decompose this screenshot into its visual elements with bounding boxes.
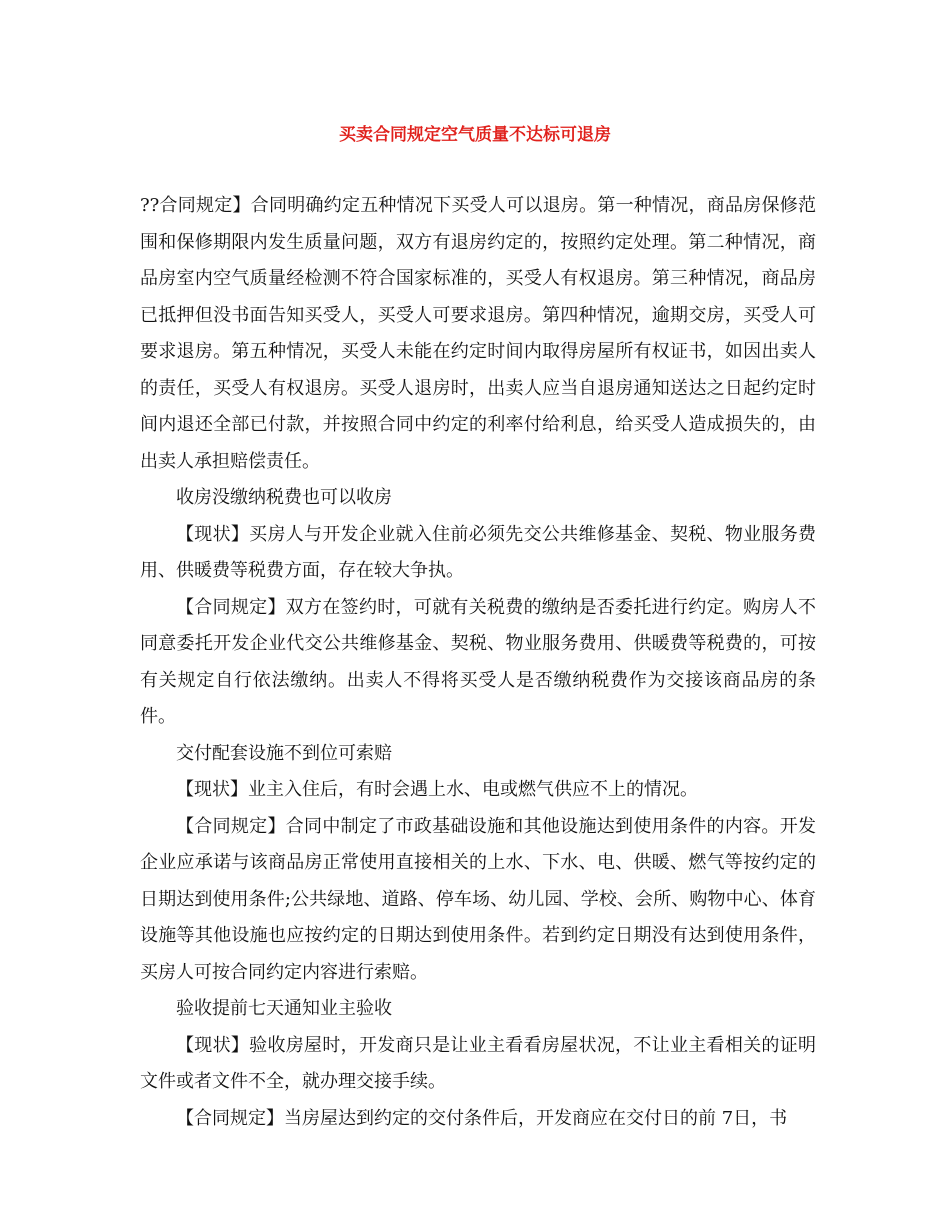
paragraph-refund-conditions: ??合同规定】合同明确约定五种情况下买受人可以退房。第一种情况，商品房保修范围和保修期限内发生质量问题，双方有退房约定的，按照约定处理。第二种情况，商品房室内空气质量经检测不符合国家标准的，买受人有权退房。第三种情况，商品房已抵押但没书面告知买受人，买受人可要求退房。第四种情况，逾期交房，买受人可要求退房。第五种情况，买受人未能在约定时间内取得房屋所有权证书，如因出卖人的责任，买受人有权退房。买受人退房时，出卖人应当自退房通知送达之日起约定时间内退还全部已付款，并按照合同中约定的利率付给利息，给买受人造成损失的，由出卖人承担赔偿责任。 [140, 195, 816, 472]
paragraph-taxes-contract: 【合同规定】双方在签约时，可就有关税费的缴纳是否委托进行约定。购房人不同意委托开发企业代交公共维修基金、契税、物业服务费用、供暖费等税费的，可按有关规定自行依法缴纳。出卖人不得将买受人是否缴纳税费作为交接该商品房的条件。 [140, 596, 816, 727]
document-body [140, 188, 816, 1137]
document-title: 买卖合同规定空气质量不达标可退房 [339, 125, 611, 145]
paragraph-inspection-contract: 【合同规定】当房屋达到约定的交付条件后，开发商应在交付日的前 7日，书 [176, 1107, 788, 1129]
paragraph-inspection-status: 【现状】验收房屋时，开发商只是让业主看看房屋状况，不让业主看相关的证明文件或者文件不全，就办理交接手续。 [140, 1034, 816, 1092]
section-heading-inspection: 验收提前七天通知业主验收 [176, 998, 392, 1019]
section-heading-taxes: 收房没缴纳税费也可以收房 [176, 487, 392, 508]
paragraph-facilities-status: 【现状】业主入住后，有时会遇上水、电或燃气供应不上的情况。 [176, 779, 698, 800]
paragraph-taxes-status: 【现状】买房人与开发企业就入住前必须先交公共维修基金、契税、物业服务费用、供暖费等税费方面，存在较大争执。 [140, 523, 816, 581]
paragraph-facilities-contract: 【合同规定】合同中制定了市政基础设施和其他设施达到使用条件的内容。开发企业应承诺与该商品房正常使用直接相关的上水、下水、电、供暖、燃气等按约定的日期达到使用条件;公共绿地、道路、停车场、幼儿园、学校、会所、购物中心、体育设施等其他设施也应按约定的日期达到使用条件。若到约定日期没有达到使用条件，买房人可按合同约定内容进行索赔。 [140, 815, 816, 983]
section-heading-facilities: 交付配套设施不到位可索赔 [176, 742, 392, 764]
